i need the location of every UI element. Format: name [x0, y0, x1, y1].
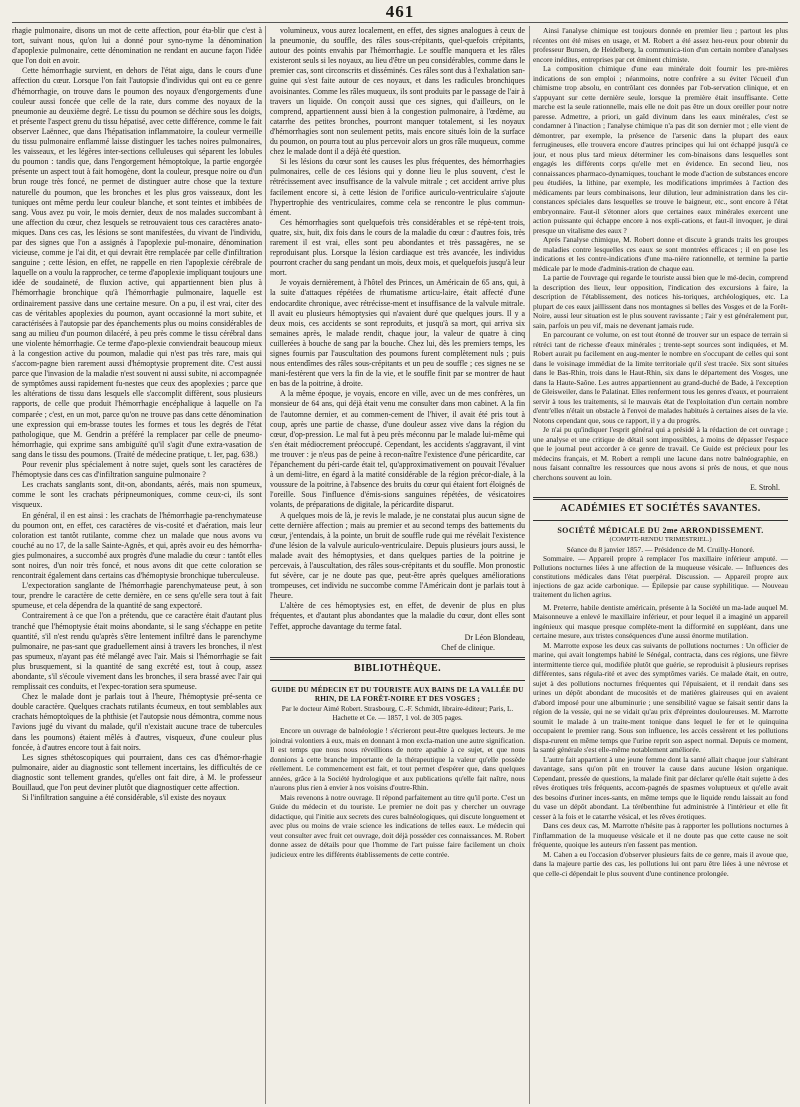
session-minutes: [533, 603, 788, 879]
paragraph: Si les lésions du cœur sont les causes les plus fréquentes, des hémorrhagies pulmonaires, celle de ces lésions qui y donne lieu le plus souvent, c'est le rétrécissement avec insuffisance de la valvule mitrale ; cet accident arrive plus facilement encore si, à cette lésion de l'orifice auriculo-ventriculaire s'ajoute l'hypertrophie des ventriculaires, comme cela se rencontre le plus commun-ément.: [270, 157, 525, 217]
paragraph: Si l'infiltration sanguine a été considérable, s'il existe des noyaux: [22, 793, 227, 803]
paragraph: M. Preterre, habile dentiste américain, présente à la Société un ma-lade auquel M. Maisonneuve a enlevé le maxillaire inférieur, et pour lequel il a imaginé un appareil ingénieux qui masque presque complète-ment la difformité en suppléant, dans une certaine mesure, aux tristes conséquences d'une aussi énorme mutilation.: [533, 602, 788, 641]
paragraph: Contrairement à ce que l'on a prétendu, que ce caractère était d'autant plus tranché que l'hémoptysie était moins abondante, si le sang s'échappe en petite quantité, s'il n'est rendu qu'après s'être lentement infiltré dans le parenchyme pulmonaire, ne pas-sant que graduellement ainsi à travers les bronches, il n'est pas spumeux, n'ayant pas été mélangé avec l'air. Mais si l'hémorrhagie se fait plus brusquement, si la quantité de sang excrété est, tout à coup, assez abondante, s'il s'écoule vivement dans les bronches, il sera brassé avec l'air qui remplissait ces conduits, et l'expec-toration sera spumeuse.: [12, 611, 262, 692]
paragraph: M. Cahen a eu l'occasion d'observer plusieurs faits de ce genre, mais il avoue que, dans la majeure partie des cas, les pollutions lui ont paru être liées à une névrose et que celle-ci dépendait le plus souvent d'une continence prolongée.: [533, 849, 788, 878]
paragraph: rhagie pulmonaire, disons un mot de cette affection, pour éta-blir que c'est à tort, suivant nous, qu'on lui a donné pour syno-nyme la dénomination d'apoplexie pulmonaire, cette dénomination ne rendant en aucune façon l'idée que l'on doit en avoir.: [12, 26, 262, 66]
section-title-academies: ACADÉMIES ET SOCIÉTÉS SAVANTES.: [560, 503, 761, 515]
paragraph: Mais revenons à notre ouvrage. Il répond parfaitement au titre qu'il porte. C'est un Guide du médecin et du touriste. Le premier ne doit pas y chercher un ouvrage didactique, qui l'initie aux secrets des cures balnéologiques, qui discute longuement et avec plus ou moins de vraie science les indications de telles eaux. Le médecin qui veut consulter avec fruit cet ouvrage, doit déjà posséder ces connaissances. M. Robert donne assez de détails pour que l'homme de l'art puisse faire facilement un choix judicieux entre les différents établissements de cette contrée.: [270, 792, 525, 859]
paragraph: L'expectoration sanglante de l'hémorrhagie parenchymateuse peut, à son tour, prendre le caractère de cette dernière, en ce sens qu'elle sera tout à fait spumeuse, et cela dépendra de la quantité de sang expectoré.: [12, 581, 262, 611]
section-rule: [533, 520, 788, 521]
paragraph: M. Marrotte expose les deux cas suivants de pollutions nocturnes : Un officier de marine, qui avait longtemps habité le Sénégal, contracta, dans ces régions, une fièvre intermittente tierce qui, modifiée plutôt que guérie, se reproduisit à plusieurs reprises différentes, sans régula-rité et avec des symptômes variés. Ce malade était, en outre, sujet à des pollutions nocturnes fréquentes qui l'épuisaient, et il rendait dans ses urines un dépôt abondant de mucosités et de matières glaireuses qui en avaient d'abord imposé pour une albuminurie ; une sensibilité vague se faisait sentir dans la région de la vessie, qui ne se vidait qu'au prix d'épreintes douloureuses. M. Marrotte soumit le malade à un traite-ment tonique dans lequel le fer et le quinquina occupaient le premier rang. Sous son influence, les accès cessèrent et les pollutions dispa-rurent en même temps que l'urine reprit son aspect normal. Depuis ce moment, la santé générale s'est elle-même notablement améliorée.: [533, 640, 788, 755]
column-left-body: [12, 26, 262, 803]
book-review: [270, 726, 525, 859]
paragraph: La partie de l'ouvrage qui regarde le touriste aussi bien que le mé-decin, comprend la description des lieux, leur opposition, l'indication des excursions à faire, la description de l'établissement, des notices his-toriques, archéologiques, etc. La plupart de ces eaux jaillissent dans nos montagnes si belles des Vosges et de la Forêt-Noire, aussi leur situation est le plus souvent ravissante ; l'air y est généralement pur, sain, parfois un peu vif, mais ne devenant jamais rude.: [533, 273, 788, 330]
paragraph: En parcourant ce volume, on est tout étonné de trouver sur un espace de terrain si rétréci tant de richesse d'eaux minérales ; trente-sept sources sont indiquées, et M. Robert aurait pu facilement en aug-menter le nombre en s'occupant de celles qui sont dans le voisinage immédiat de la limite territoriale qu'il s'est tracée. Six sont situées dans le Bas-Rhin, trois dans le Haut-Rhin, six dans le département des Vosges, une dans la Haute-Saône. Les autres appartiennent au grand-duché de Bade, à l'exception de Gleisweiler, dans le Palatinat. Elles renferment tous les genres d'eaux, et pourraient servir à tous les traitements, si le mauvais état de l'exploitation d'un certain nombre d'entr'elles n'était un obstacle à l'envoi de malades habitués à certaines aises de la vie. Notons cependant que, sous ce rapport, il y a du progrès.: [533, 330, 788, 425]
column-right: [533, 26, 788, 1104]
clinical-article-end: [270, 26, 525, 632]
paragraph: Ainsi l'analyse chimique est toujours donnée en premier lieu ; partout les plus récentes ont été mises en usage, et M. Robert a été assez heu-reux pour obtenir du professeur Bunsen, de Heidelberg, la communica-tion d'un certain nombre d'analyses encore inédites, entreprises par cet éminent chimiste.: [533, 26, 788, 64]
header-rule: [12, 22, 788, 23]
page-number: 461: [385, 2, 415, 21]
session-summary: Sommaire. — Appareil propre à remplacer l'os maxillaire inférieur amputé. — Pollutions nocturnes liées à une affection de la muqueuse vésicale. — Influences des constitutions médicales dans l'état puerpéral. Discussion. — Appareil propre aux injections de gaz acide carbonique. — Épilepsie par cause syphilitique. — Nouveau traitement du lichen agrius.: [533, 554, 788, 599]
section-rule: [270, 657, 525, 660]
paragraph: volumineux, vous aurez localement, en effet, des signes analogues à ceux de la pneumonie, du souffle, des râles sous-crépitants, quel-quefois crépitants, autour des points envahis par l'hémorrhagie. Le souffle manquera et les râles existeront seuls si les noyaux, au lieu d'être un peu considérables, comme dans le premier cas, sont circonscrits et disséminés. Ces râles sont dus à l'exhalation san-guine qui s'est faite autour de ces noyaux, et dans les radicules bronchiques avoisinantes. Comme les râles muqueux, ils sont produits par le passage de l'air à travers un liquide. On conçoit aussi que ces signes, qui d'ailleurs, on le comprend, appartiennent aussi bien à la congestion pulmonaire, à l'œdème, au catarrhe des petites bronches, pourront manquer totalement, si les noyaux d'hémorrhagies sont non seulement petits, mais encore situés loin de la surface du poumon, on pourra tout au plus percevoir alors un gros râle muqueux, comme chez le malade dont il a déjà été question.: [270, 26, 525, 157]
paragraph: Je voyais dernièrement, à l'hôtel des Princes, un Américain de 65 ans, qui, à la suite d'attaques répétées de rhumatisme articu-laire, était affecté d'une endocardite chronique, avec rétrécisse-ment et insuffisance de la valvule mitrale. Il avait eu plusieurs hémoptysies qui n'avaient duré que quelques jours. Il y a deux mois, ces accidents se sont reproduits, et jusqu'à sa mort, qui arriva six semaines après, le malade rendit, chaque jour, la valeur de quatre à cinq cuillerées à bouche de sang par la bouche. Chez lui, dès les premiers temps, les signes fournis par l'auscultation des poumons furent complètement nuls ; puis nous entendîmes des râles sous-crépitants et un peu de souffle ; ces signes ne se mani-festèrent que vers la fin de la vie, et le souffle finit par se montrer de haut en bas de la poitrine, à droite.: [270, 278, 525, 389]
column-separator: [529, 26, 530, 1104]
section-rule: [270, 680, 525, 681]
book-review-continued: [533, 26, 788, 482]
paragraph: Ces hémorrhagies sont quelquefois très considérables et se répè-tent trois, quatre, six, huit, dix fois dans le cours de la maladie du cœur : d'autres fois, très rarement il est vrai, elles sont peu abondantes et très passagères, ne se reproduisant plus. Lorsque la lésion cardiaque est très avancée, les individus pourront cracher du sang pendant un mois, deux mois, et quelquefois jusqu'à leur mort.: [270, 217, 525, 278]
paragraph: Les crachats sanglants sont, dit-on, abondants, aérés, mais non spumeux, comme le sont les crachats péripneumoniques, comme ceux-ci, ils sont visqueux.: [12, 480, 262, 510]
paragraph: Les signes sthétoscopiques qui pourraient, dans ces cas d'hémor-rhagie pulmonaire, aider au diagnostic sont tellement incertains, les difficultés de ce diagnostic sont tellement grandes, qu'elles ont fait dire, à M. le professeur Bouillaud, que l'on peut deviner plutôt que diagnostiquer cette affection.: [12, 752, 262, 793]
paragraph: En général, il en est ainsi : les crachats de l'hémorrhagie pa-renchymateuse du poumon ont, en effet, ces caractères de vis-cosité et d'aération, mais leur coloration est tantôt rutilante, comme chez un malade que nous avons vu couché au no 17, de la salle Sainte-Agnès, et qui, après avoir eu des hémorrha-gies pulmonaires, a succombé aux progrès d'une maladie du cœur : tantôt elles sont noires, d'un noir très foncé, et nous avons dit que cette coloration se rencontrait également dans certains cas d'hémoptysie bronchique tuberculeuse.: [12, 510, 262, 581]
paragraph: L'altère de ces hémoptysies est, en effet, de devenir de plus en plus fréquentes, et d'autant plus abondantes que la maladie du cœur, dont elles sont l'effet, approche davantage du terme fatal.: [270, 601, 525, 631]
book-title: GUIDE DU MÉDECIN ET DU TOURISTE AUX BAINS DE LA VALLÉE DU RHIN, DE LA FORÊT-NOIRE ET DES VOSGES ;: [271, 685, 524, 704]
society-note: (COMPTE-RENDU TRIMESTRIEL.): [609, 536, 712, 544]
paragraph: A la même époque, je voyais, encore en ville, avec un de mes confrères, un monsieur de 64 ans, qui déjà était venu me consulter dans mon cabinet. A la fin de l'automne dernier, et au commen-cement de l'hiver, il avait été pris tout à coup, après une partie de chasse, d'une douleur assez vive dans la région du cœur, d'op-pression. Le mal fut à peu près méconnu par le malade lui-même qui s'en était médiocrement préoccupé. Cependant, les accidents s'aggravant, il vint me trouver : je n'eus pas de peine à recon-naître l'existence d'une péricardite, car l'épanchement du péri-carde était tel, qu'approximativement on pouvait l'évaluer à un demi-litre, en égard à la matité considérable de la région précor-diale, à la voussure de la poitrine, à l'absence des bruits du cœur qui étaient fort éloignés de l'oreille. Sous l'influence d'émis-sions sanguines répétées, de vésicatoires volants, de préparations de digitale, la péricardite disparut.: [270, 389, 525, 510]
reviewer-signature: E. Strohl.: [750, 483, 780, 492]
author-signature: Dr Léon Blondeau,: [464, 632, 525, 642]
column-left: [12, 26, 262, 1104]
section-rule: [533, 497, 788, 500]
paragraph: Encore un ouvrage de balnéologie ! s'écrieront peut-être quelques lecteurs. Je me joindrai volontiers à eux, mais en donnant à mon excla-mation une autre signification. Il est temps que nous nous réveillions de notre apathie à ce sujet, et que nous donnions à cette branche importante de la thérapeutique la valeur qu'elle possède réellement. Le commencement est fait, et tout permet d'espérer que, dans quelques années, grâce à la Société hydrologique et aux publications qu'elle fait naître, nous n'aurons plus rien à envier à nos voisins d'outre-Rhin.: [270, 726, 525, 793]
column-middle: [270, 26, 525, 1104]
paragraph: La composition chimique d'une eau minérale doit fournir les pre-mières indications de son emploi ; néanmoins, notre confrère a su éviter l'écueil d'un chimisme trop absolu, en contrôlant ces données par l'ob-servation clinique, et en s'appuyant sur cette dernière seule, lorsque la première était insuffisante. Cette marche est la seule rationnelle, mais elle ne doit pas être un doux oreiller pour notre paresse. Admettre, a priori, un gaîd divinum dans les eaux minérales, c'est se condamner à l'inaction ; l'analyse chimique n'a pas dit son dernier mot ; elle vient de démontrer, par exemple, la présence de l'arsenic dans la plupart des eaux ferrugineuses, elle trouvera encore d'autres principes qui lui ont échappé jusqu'à ce jour, et nous plus tard mieux déterminer les com-binaisons dans lesquelles sont engagés les différents corps qu'elle met en évidence. En second lieu, nos connaissances pharmaco-dynamiques, touchant le mode d'action de substances encore peu étudiées, la lithine, par exemple, les modifications imprimées à l'action des médicaments par leurs combinaisons, leur dilution, leur administration dans les cir-constances spéciales dans lesquelles se trouve le baigneur, etc., sont encore à l'état embryonnaire. Faut-il s'étonner alors que certaines eaux minérales exercent une action puissante qui échappe encore à nos expli-cations, et faut-il invoquer, je dirai presque un vitalisme des eaux ?: [533, 64, 788, 235]
paragraph: Je n'ai pu qu'indiquer l'esprit général qui a présidé à la rédaction de cet ouvrage ; une analyse et une critique de détail sont impossibles, à moins de dépasser l'espace que le journal peut accorder à ce genre de travail. Ce Guide est précieux pour les médecins français, et M. Robert a rempli une lacune dans notre balnéographie, en nous faisant connaître les ressources que nous avons si près de nous, et que nous cherchons souvent au loin.: [533, 425, 788, 482]
paragraph: Dans ces deux cas, M. Marrotte n'hésite pas à rapporter les pollutions nocturnes à l'inflammation de la muqueuse vésicale et il ne doute pas que cette cause ne soit fréquente, quoique les auteurs n'en fassent pas mention.: [533, 821, 788, 850]
paragraph: Cette hémorrhagie survient, en dehors de l'état aigu, dans le cours d'une affection du cœur. Lorsque l'on fait l'autopsie d'individus qui ont eu ce genre d'hémorrhagie, on trouve dans le poumon des noyaux d'engorgements d'une couleur aussi foncée que celle de la rate, durs comme des noyaux de la pneumonie au deuxième degré. Le tissu du poumon se déchire sous les doigts, et présente l'aspect grenu du tissu hépatisé, avec cette différence, comme le fait observer Laënnec, que dans l'hépatisation inflammatoire, la couleur vermeille du tissu pulmonaire enflammé laisse distinguer les taches noires pulmonaires, les vaisseaux, et les légères inter-sections celluleuses qui séparent les lobules du poumon : tandis que, dans l'engorgement hémoptoïque, la partie engorgée présente un aspect tout à fait homogène, dont la couleur, presque noire ou d'un brun rouge très foncé, ne permet de distinguer autre chose que la texture naturelle du poumon, que les bronches et les plus gros vaisseaux, dont les tuniques ont même perdu leur couleur blanche, et sont teintes et imbibées de sang. Vous avez pu voir, le mois dernier, deux de nos malades succombant à une affection du cœur, chez lesquels se retrouvaient tous ces caractères anato-miques. Dans ces cas, les lésions se sont manifestées, du vivant de l'individu, par des signes que l'on a assignés à l'apoplexie pul-monaire, dénomination vicieuse, comme je l'ai dit, et qui devrait être remplacée par celle d'infiltration sanguine ; cette lésion, en effet, ne rappelle en rien l'apoplexie cérébrale de laquelle on a voulu la rapprocher, ce terme d'apoplexie impliquant toujours une idée de soudaineté, de fluxion active, qui appartiennent bien plus à l'hémorrhagie bronchique qu'à l'hémorrhagie pulmonaire, laquelle est ordinairement passive dans une certaine mesure. On a pu, il est vrai, citer des cas de véritables apoplexies du poumon, ayant occasionné la mort subite, et caractérisées à l'autopsie par des épanchements plus ou moins considérables de sang au milieu d'un poumon dilacéré, à peu près comme le tissu cérébral dans une violente hémorrhagie. Ce terme d'apo-plexie conviendrait beaucoup mieux à la congestion active du poumon, maladie qui n'est pas très rare, mais qui s'accom-pagne bien rarement aussi d'hémoptysie proprement dite. C'est aussi parce que l'invasion de la maladie n'est souvent ni aussi subite, ni accompagnée de symptômes aussi rapidement fu-nestes que ceux des apoplexies ; parce que les altérations de tissu dans lesquels elle s'accomplit diffèrent, sous plusieurs rapports, de celle que produit l'hémorrhagie encéphalique à laquelle on l'a comparée ; c'est, en un mot, parce qu'on ne trouve pas dans cette dénomination une expression qui em-brasse toutes les formes et tous les degrés de l'état pathologique, que M. Gendrin a préféré la remplacer par celle de pneumo-hémorrhagie, qui exprime sans ambiguïté qu'il s'agit d'une extra-vasation de sang dans le tissu des poumons. (Traité de médecine pratique, t. Ier, pag. 638.): [12, 66, 262, 459]
society-name: SOCIÉTÉ MÉDICALE DU 2me ARRONDISSEMENT.: [557, 526, 764, 536]
section-title-bibliotheque: BIBLIOTHÈQUE.: [353, 662, 442, 674]
session-line: Séance du 8 janvier 1857. — Présidence de M. Cruilly-Honoré.: [566, 544, 755, 554]
book-credit: Par le docteur Aimé Robert. Strasbourg, C.-F. Schmidt, libraire-éditeur; Paris, L. Hachette et Ce. — 1857, 1 vol. de 305 pages.: [281, 704, 514, 722]
author-role: Chef de clinique.: [441, 642, 495, 652]
paragraph: Pour revenir plus spécialement à notre sujet, quels sont les caractères de l'hémoptysie dans ces cas d'infiltration sanguine pulmonaire ?: [12, 460, 262, 480]
paragraph: L'autre fait appartient à une jeune femme dont la santé allait chaque jour s'altérant davantage, sans qu'on pût en trouver la cause dans aucune lésion organique. Cependant, pressée de questions, la malade finit par déclarer qu'elle était sujette à des rêves érotiques très fréquents, accom-pagnés de spasmes voluptueux et qu'elle avait des besoins d'uriner inces-sants, en même temps que le liquide rendu laissait au fond du vase un dépôt abondant. La térébenthine fut administrée à l'intérieur et elle fit cesser à la fois et le catarrhe vésical, et les rêves érotiques.: [533, 754, 788, 821]
paragraph: Après l'analyse chimique, M. Robert donne et discute à grands traits les groupes de maladies contre lesquelles ces eaux se sont montrées efficaces ; il en pose les indications et les contre-indications d'une ma-nière rationnelle, et termine la partie médicale par le mode d'adminis-tration de chaque eau.: [533, 235, 788, 273]
paragraph: Chez le malade dont je parlais tout à l'heure, l'hémoptysie pré-senta ce double caractère. Quelques crachats rutilants écumeux, en tout semblables aux crachats hémoptoïques de la phthisie (et l'autopsie nous démontra, comme nous l'avions jugé du vivant du malade, qu'il n'existait aucune trace de tubercules dans les poumons) étaient mêlés à d'autres, visqueux, d'une couleur plus foncée, à d'autres encore tout à fait noirs.: [12, 692, 262, 752]
column-separator: [265, 26, 266, 1104]
paragraph: A quelques mois de là, je revis le malade, je ne constatai plus aucun signe de cette dernière affection ; mais au premier et au second temps des battements du cœur, j'entendais, à la pointe, un bruit de souffle rude qui me révélait l'existence d'une lésion de la valvule auriculo-ventriculaire. Depuis plusieurs jours aussi, le malade avait des hémoptysies, et dans quelques parties de la poitrine je percevais, à l'auscultation, des râles sous-crépitants et du souffle. Mon pronostic fut sévère, car je ne doute pas que, peut-être après quelques améliorations trompeuses, cet individu ne succombe comme l'Américain dont je parlais tout à l'heure.: [270, 510, 525, 601]
